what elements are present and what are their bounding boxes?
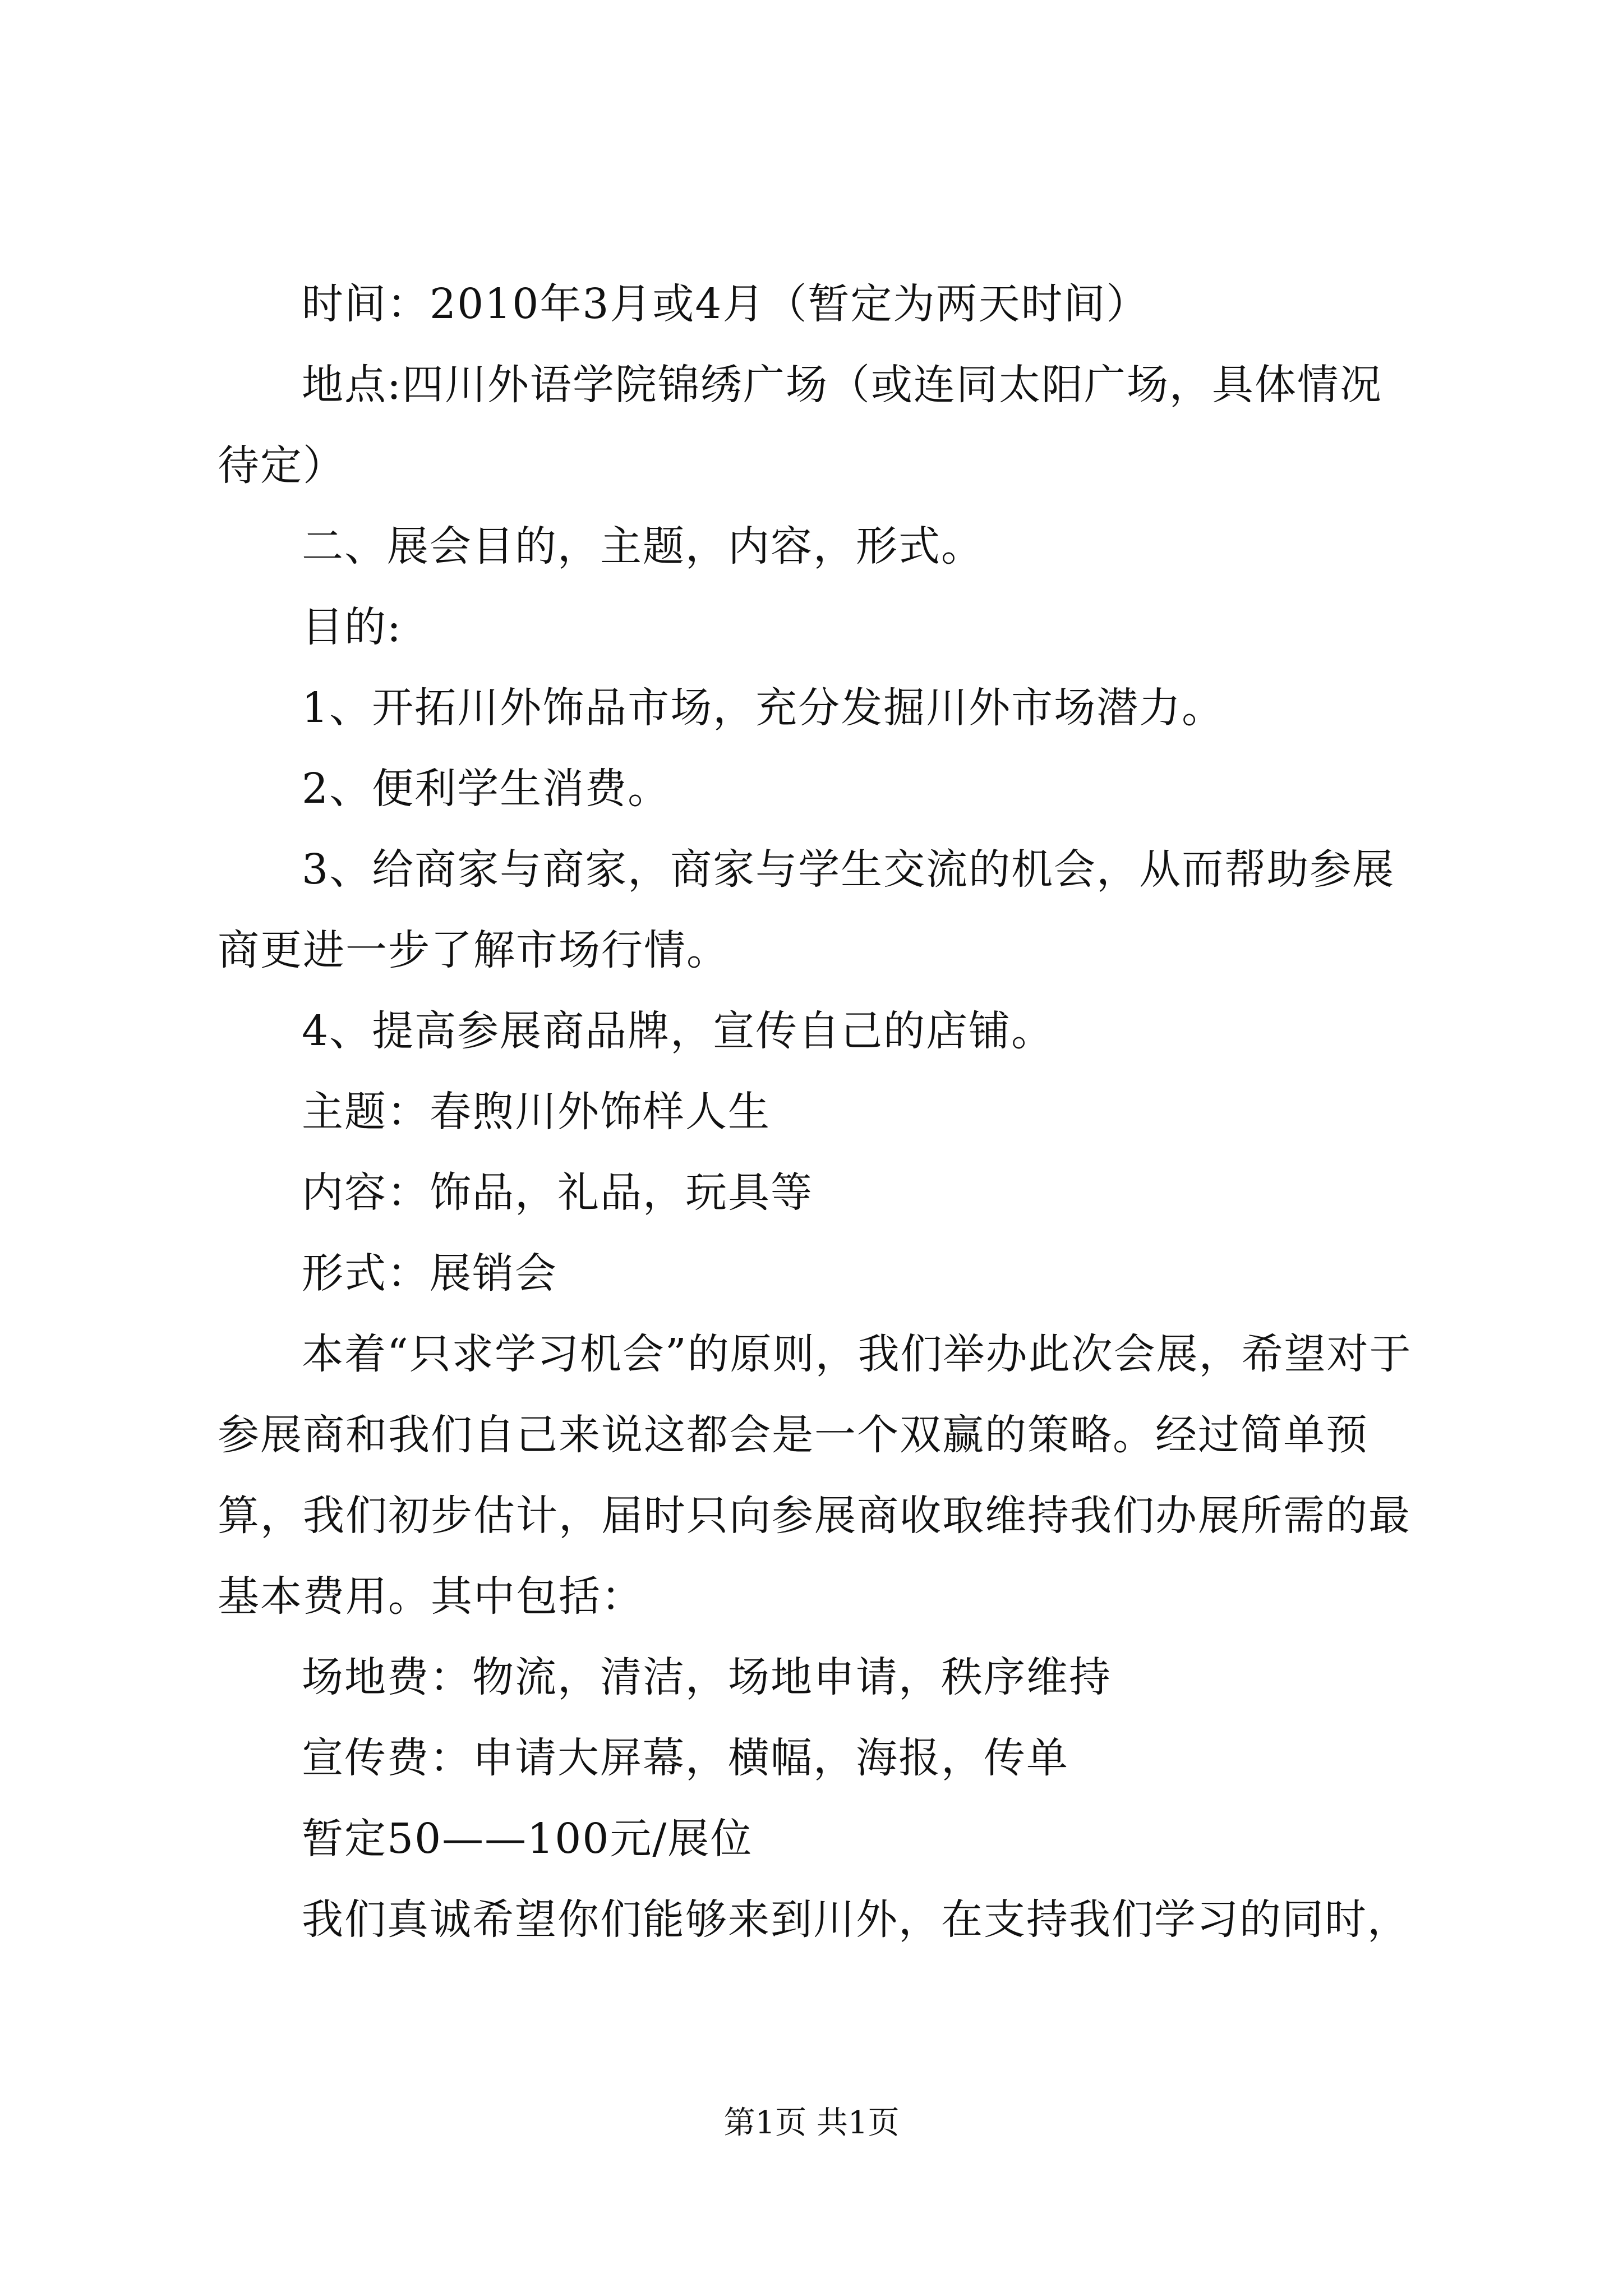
paragraph-closing: 我们真诚希望你们能够来到川外，在支持我们学习的同时，: [302, 1895, 1410, 1944]
paragraph-publicity-fee: 宣传费：申请大屏幕，横幅，海报，传单: [302, 1734, 1069, 1782]
paragraph-principle: 本着“只求学习机会”的原则，我们举办此次会展，希望对于参展商和我们自己来说这都会是一个双赢的策略。经过简单预算，我们初步估计，届时只向参展商收取维持我们办展所需的最基本费用。其中包括：: [218, 1330, 1412, 1621]
paragraph-form: 形式：展销会: [302, 1249, 557, 1297]
paragraph-location: 地点:四川外语学院锦绣广场（或连同太阳广场，具体情况待定）: [218, 361, 1382, 490]
paragraph-theme: 主题：春煦川外饰样人生: [302, 1088, 771, 1136]
list-item-4: 4、提高参展商品牌，宣传自己的店铺。: [302, 1007, 1054, 1055]
section-heading-purpose: 二、展会目的，主题，内容，形式。: [302, 522, 984, 570]
paragraph-venue-fee: 场地费：物流，清洁，场地申请，秩序维持: [302, 1653, 1112, 1701]
page-footer: 第1页 共1页: [723, 2105, 900, 2141]
paragraph-price: 暂定50——100元/展位: [302, 1815, 753, 1863]
paragraph-content: 内容：饰品，礼品，玩具等: [302, 1168, 813, 1217]
paragraph-purpose-label: 目的:: [302, 603, 402, 651]
document-body: [218, 264, 1423, 1960]
list-item-2: 2、便利学生消费。: [302, 765, 671, 813]
list-item-3: 3、给商家与商家，商家与学生交流的机会，从而帮助参展商更进一步了解市场行情。: [218, 845, 1395, 974]
list-item-1: 1、开拓川外饰品市场，充分发掘川外市场潜力。: [302, 684, 1225, 732]
paragraph-time: 时间：2010年3月或4月（暂定为两天时间）: [302, 280, 1149, 328]
